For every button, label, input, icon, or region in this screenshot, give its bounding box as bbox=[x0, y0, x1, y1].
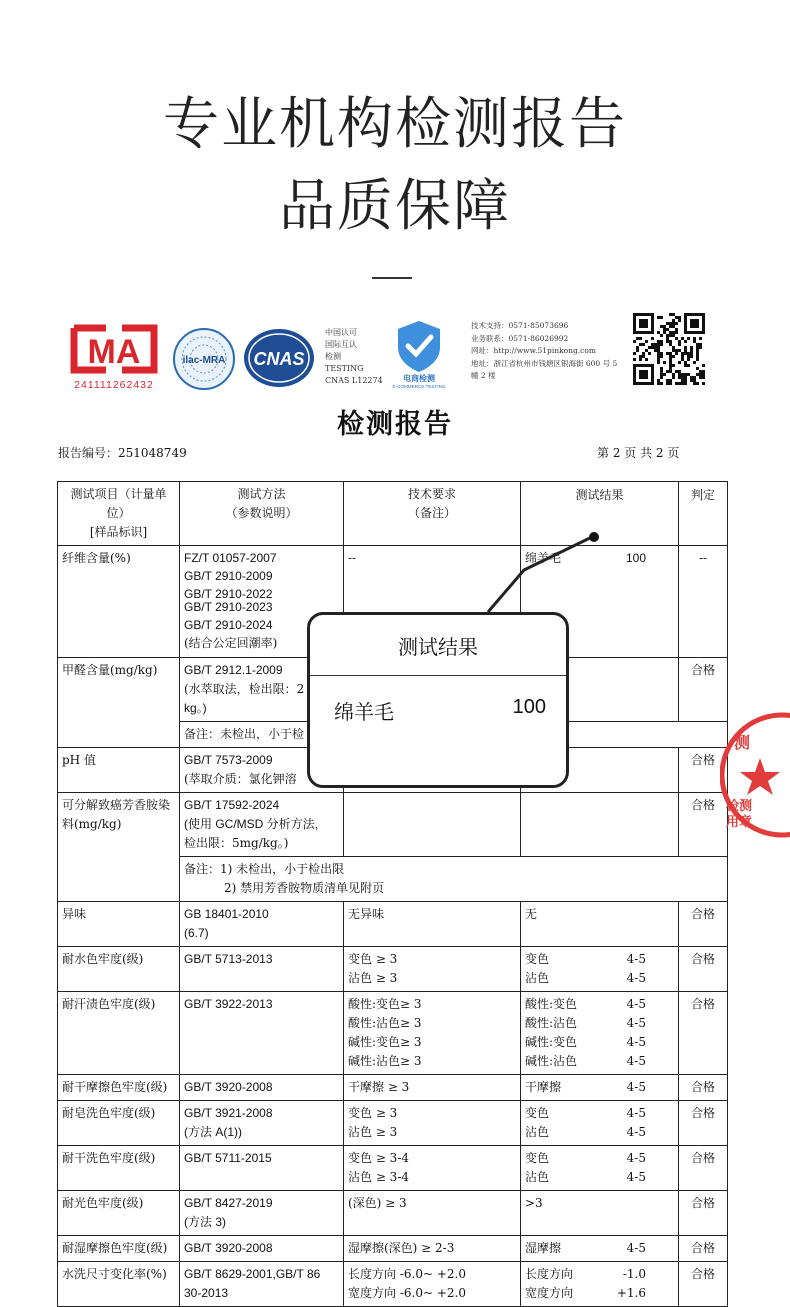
zoom-fiber-value: 100 bbox=[512, 696, 546, 718]
hero-heading bbox=[0, 90, 790, 242]
zoom-result-row bbox=[310, 676, 566, 725]
zoom-header: 测试结果 bbox=[310, 615, 566, 676]
result-cell: 干摩擦 4-5 bbox=[521, 1075, 679, 1101]
table-row bbox=[58, 992, 728, 1075]
item-cell: 纤维含量(%) bbox=[58, 546, 180, 658]
result-cell: 长度方向 -1.0 宽度方向 +1.6 bbox=[521, 1262, 679, 1307]
seal-text: 检测 bbox=[726, 799, 753, 814]
report-number: 报告编号：251048749 bbox=[58, 446, 187, 460]
judgement-cell: 合格 bbox=[679, 992, 728, 1075]
cnas-line: 检测 bbox=[325, 352, 341, 361]
header-method: 测试方法 （参数说明） bbox=[180, 482, 344, 546]
judgement-cell: 合格 bbox=[679, 748, 728, 793]
zoom-fiber-name: 绵羊毛 bbox=[334, 700, 394, 724]
judgement-cell: 合格 bbox=[679, 1236, 728, 1262]
method-cell: GB/T 17592-2024 (使用 GC/MSD 分析方法， 检出限：5mg/kg。) bbox=[180, 793, 344, 857]
item-cell: pH 值 bbox=[58, 748, 180, 793]
qr-code-icon bbox=[633, 313, 705, 385]
contact-line: 技术支持：0571-85073696 bbox=[471, 321, 569, 330]
item-cell: 耐湿摩擦色牢度(级) bbox=[58, 1236, 180, 1262]
judgement-cell: 合格 bbox=[679, 1262, 728, 1307]
result-cell: 酸性:变色 4-5 酸性:沾色 4-5 碱性:变色 4-5 碱性:沾色 4-5 bbox=[521, 992, 679, 1075]
seal-text: 测 bbox=[734, 733, 751, 752]
result-cell: 变色 4-5 沾色 4-5 bbox=[521, 1146, 679, 1191]
cnas-accreditation-text bbox=[325, 327, 383, 387]
method-cell: GB/T 3922-2013 bbox=[180, 992, 344, 1075]
method-cell: GB/T 2912.1-2009 (水萃取法，检出限：2 kg。) bbox=[180, 658, 344, 722]
ecommerce-testing-logo bbox=[386, 317, 452, 389]
requirement-cell: (深色) ≥ 3 bbox=[344, 1191, 521, 1236]
page-number: 第 2 页 共 2 页 bbox=[597, 446, 680, 460]
cnas-logo bbox=[242, 327, 316, 389]
item-cell: 耐光色牢度(级) bbox=[58, 1191, 180, 1236]
requirement-cell: 变色 ≥ 3 沾色 ≥ 3 bbox=[344, 947, 521, 992]
method-cell: GB/T 8629-2001,GB/T 86 30-2013 bbox=[180, 1262, 344, 1307]
item-cell: 耐汗渍色牢度(级) bbox=[58, 992, 180, 1075]
contact-line: 业务联系：0571-86026992 bbox=[471, 333, 569, 343]
table-row bbox=[58, 1101, 728, 1146]
method-cell: GB/T 5713-2013 bbox=[180, 947, 344, 992]
result-cell: 绵羊毛 100 bbox=[521, 546, 679, 658]
official-seal-icon bbox=[720, 700, 790, 850]
test-results-table bbox=[57, 481, 728, 1307]
ilac-mra-logo bbox=[172, 327, 236, 391]
result-cell: 变色 4-5 沾色 4-5 bbox=[521, 1101, 679, 1146]
cnas-logo-text: CNAS bbox=[253, 349, 305, 369]
result-cell: >3 bbox=[521, 1191, 679, 1236]
table-row bbox=[58, 902, 728, 947]
requirement-cell: 变色 ≥ 3-4 沾色 ≥ 3-4 bbox=[344, 1146, 521, 1191]
requirement-cell: 干摩擦 ≥ 3 bbox=[344, 1075, 521, 1101]
judgement-cell: 合格 bbox=[679, 902, 728, 947]
table-row bbox=[58, 793, 728, 857]
cma-logo-text: MA bbox=[87, 333, 141, 371]
cma-number: 241111262432 bbox=[74, 379, 154, 391]
header-judgement: 判定 bbox=[679, 482, 728, 546]
item-cell: 可分解致癌芳香胺染料(mg/kg) bbox=[58, 793, 180, 902]
table-row bbox=[58, 1262, 728, 1307]
ilac-logo-text: ilac-MRA bbox=[182, 355, 226, 366]
cnas-line: CNAS L12274 bbox=[325, 376, 383, 385]
divider bbox=[372, 277, 412, 279]
cnas-line: TESTING bbox=[325, 364, 364, 373]
item-cell: 耐干摩擦色牢度(级) bbox=[58, 1075, 180, 1101]
requirement-cell: 长度方向 -6.0~ +2.0 宽度方向 -6.0~ +2.0 bbox=[344, 1262, 521, 1307]
judgement-cell: 合格 bbox=[679, 1146, 728, 1191]
method-cell: GB 18401-2010 (6.7) bbox=[180, 902, 344, 947]
header-item: 测试项目（计量单位） [样品标识] bbox=[58, 482, 180, 546]
table-row bbox=[58, 1191, 728, 1236]
header-result: 测试结果 bbox=[521, 482, 679, 546]
requirement-cell bbox=[344, 793, 521, 857]
result-cell: 湿摩擦 4-5 bbox=[521, 1236, 679, 1262]
contact-line: 地址：浙江省杭州市钱塘区银海街 600 号 5 bbox=[471, 358, 618, 368]
judgement-cell: 合格 bbox=[679, 793, 728, 857]
hero-line-1: 专业机构检测报告 bbox=[163, 92, 627, 157]
cnas-line: 国际互认 bbox=[325, 340, 357, 349]
method-cell: GB/T 3920-2008 bbox=[180, 1236, 344, 1262]
contact-info bbox=[471, 320, 626, 383]
item-cell: 异味 bbox=[58, 902, 180, 947]
requirement-cell: 酸性:变色≥ 3 酸性:沾色≥ 3 碱性:变色≥ 3 碱性:沾色≥ 3 bbox=[344, 992, 521, 1075]
note-cell: 备注：1) 未检出，小于检出限 2) 禁用芳香胺物质清单见附页 bbox=[180, 857, 728, 902]
report-title: 检测报告 bbox=[337, 409, 453, 440]
item-cell: 耐水色牢度(级) bbox=[58, 947, 180, 992]
contact-line: 幢 2 楼 bbox=[471, 371, 496, 380]
method-cell: GB/T 3921-2008 (方法 A(1)) bbox=[180, 1101, 344, 1146]
hero-line-2: 品质保障 bbox=[279, 174, 511, 239]
seal-text: 用章 bbox=[726, 815, 753, 830]
note-cell: 备注：未检出，小于检 bbox=[180, 722, 728, 748]
certification-logos bbox=[0, 305, 790, 400]
table-header-row bbox=[58, 482, 728, 546]
ecommerce-cn: 电商检测 bbox=[403, 374, 435, 383]
method-cell: GB/T 5711-2015 bbox=[180, 1146, 344, 1191]
method-cell: GB/T 8427-2019 (方法 3) bbox=[180, 1191, 344, 1236]
cma-logo bbox=[66, 320, 162, 392]
item-cell: 耐皂洗色牢度(级) bbox=[58, 1101, 180, 1146]
contact-line: 网址：http://www.51pinkong.com bbox=[471, 346, 596, 355]
method-cell: GB/T 3920-2008 bbox=[180, 1075, 344, 1101]
judgement-cell: 合格 bbox=[679, 947, 728, 992]
method-cell: GB/T 7573-2009 (萃取介质：氯化钾溶 bbox=[180, 748, 344, 793]
judgement-cell: 合格 bbox=[679, 658, 728, 722]
table-row bbox=[58, 1146, 728, 1191]
requirement-cell: 无异味 bbox=[344, 902, 521, 947]
method-cell: FZ/T 01057-2007 GB/T 2910-2009 GB/T 2910-2022 GB/T 2910-2023 GB/T 2910-2024 (结合公定回潮率) bbox=[180, 546, 344, 658]
table-row bbox=[58, 947, 728, 992]
result-cell: 无 bbox=[521, 902, 679, 947]
cnas-line: 中国认可 bbox=[325, 328, 357, 337]
item-cell: 水洗尺寸变化率(%) bbox=[58, 1262, 180, 1307]
item-cell: 耐干洗色牢度(级) bbox=[58, 1146, 180, 1191]
item-cell: 甲醛含量(mg/kg) bbox=[58, 658, 180, 748]
requirement-cell: 变色 ≥ 3 沾色 ≥ 3 bbox=[344, 1101, 521, 1146]
result-cell: 变色 4-5 沾色 4-5 bbox=[521, 947, 679, 992]
requirement-cell: -- bbox=[344, 546, 521, 658]
judgement-cell: -- bbox=[679, 546, 728, 658]
table-row bbox=[58, 1236, 728, 1262]
ecommerce-en: E-COMMERCE TESTING bbox=[392, 384, 446, 389]
requirement-cell: 湿摩擦(深色) ≥ 2-3 bbox=[344, 1236, 521, 1262]
result-cell bbox=[521, 793, 679, 857]
judgement-cell: 合格 bbox=[679, 1191, 728, 1236]
judgement-cell: 合格 bbox=[679, 1101, 728, 1146]
table-row bbox=[58, 1075, 728, 1101]
judgement-cell: 合格 bbox=[679, 1075, 728, 1101]
zoom-callout bbox=[307, 612, 569, 788]
header-requirement: 技术要求 （备注） bbox=[344, 482, 521, 546]
